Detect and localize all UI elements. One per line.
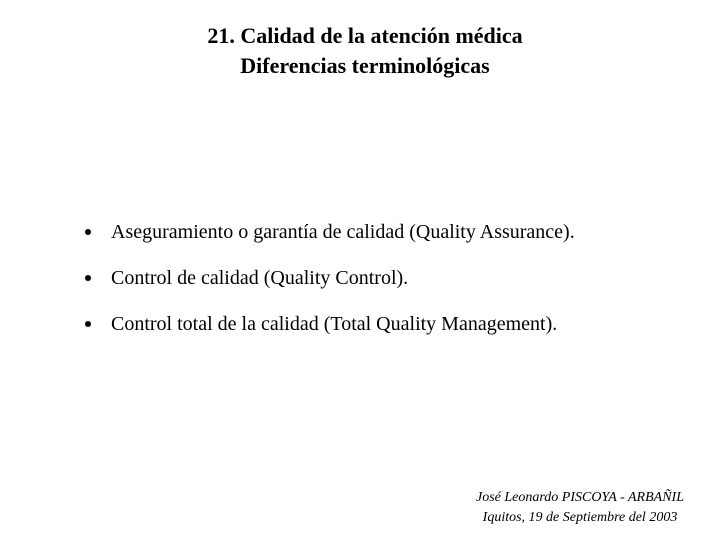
title-line-2: Diferencias terminológicas [240,53,490,78]
list-item [81,308,575,340]
list-item [81,262,575,294]
author-name: José Leonardo PISCOYA - ARBAÑIL [476,490,684,505]
list-item [81,216,575,248]
bullet-icon [85,321,91,327]
bullet-icon [85,275,91,281]
list-item-text: Control total de la calidad (Total Quality Management). [111,313,558,335]
bullet-icon [85,229,91,235]
bullet-list [81,216,575,354]
slide-title [0,21,720,81]
list-item-text: Aseguramiento o garantía de calidad (Quality Assurance). [111,221,575,243]
author-signature [476,488,684,528]
list-item-text: Control de calidad (Quality Control). [111,267,409,289]
title-line-1: 21. Calidad de la atención médica [207,23,523,48]
place-date: Iquitos, 19 de Septiembre del 2003 [482,510,678,525]
